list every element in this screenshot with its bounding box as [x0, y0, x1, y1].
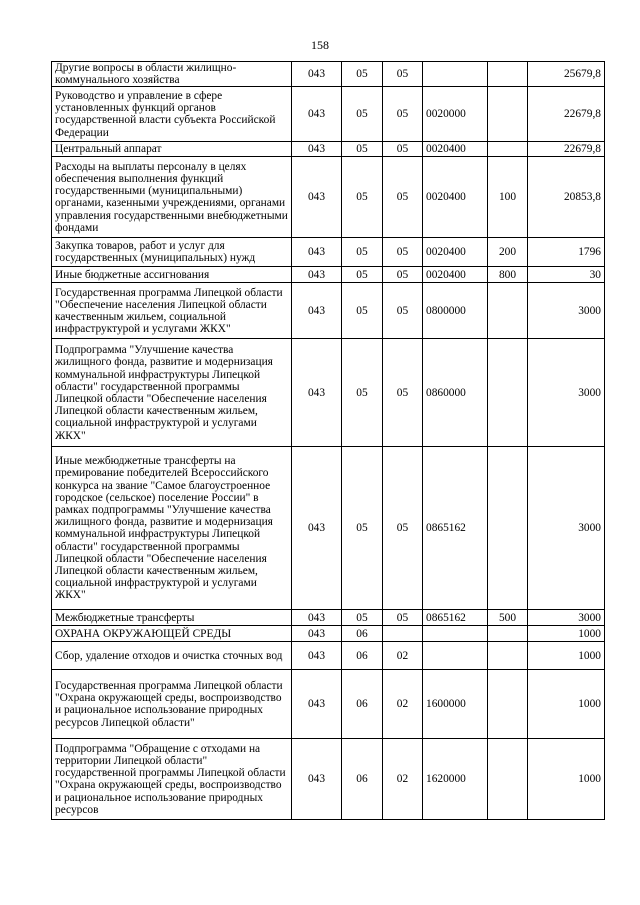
- amount: 1000: [528, 642, 605, 670]
- expense-kind: [488, 142, 528, 157]
- ministry-code: 043: [292, 62, 342, 87]
- subsection-code: 05: [383, 87, 423, 142]
- ministry-code: 043: [292, 642, 342, 670]
- amount: 20853,8: [528, 157, 605, 238]
- table-row: [52, 283, 605, 339]
- section-code: 05: [342, 157, 383, 238]
- section-code: 05: [342, 142, 383, 157]
- subsection-code: 05: [383, 238, 423, 267]
- amount: 1000: [528, 670, 605, 739]
- ministry-code: 043: [292, 238, 342, 267]
- target-article: 0020400: [423, 157, 488, 238]
- table-row: [52, 739, 605, 820]
- amount: 3000: [528, 339, 605, 447]
- subsection-code: 05: [383, 62, 423, 87]
- target-article: [423, 62, 488, 87]
- expense-kind: [488, 62, 528, 87]
- target-article: 1600000: [423, 670, 488, 739]
- ministry-code: 043: [292, 283, 342, 339]
- row-name: Межбюджетные трансферты: [52, 610, 292, 626]
- amount: 22679,8: [528, 87, 605, 142]
- ministry-code: 043: [292, 670, 342, 739]
- subsection-code: 02: [383, 739, 423, 820]
- target-article: 0020000: [423, 87, 488, 142]
- subsection-code: 05: [383, 283, 423, 339]
- expense-kind: [488, 642, 528, 670]
- expense-kind: [488, 626, 528, 642]
- ministry-code: 043: [292, 339, 342, 447]
- subsection-code: 05: [383, 339, 423, 447]
- expense-kind: [488, 87, 528, 142]
- table-row: [52, 267, 605, 283]
- section-code: 05: [342, 283, 383, 339]
- section-code: 05: [342, 610, 383, 626]
- target-article: 0800000: [423, 283, 488, 339]
- ministry-code: 043: [292, 157, 342, 238]
- ministry-code: 043: [292, 142, 342, 157]
- amount: 1796: [528, 238, 605, 267]
- row-name: Государственная программа Липецкой области "Охрана окружающей среды, воспроизводство и рациональное использование природных ресурсов Липецкой области": [52, 670, 292, 739]
- section-code: 06: [342, 739, 383, 820]
- table-row: [52, 339, 605, 447]
- row-name: Руководство и управление в сфере установленных функций органов государственной власти субъекта Российской Федерации: [52, 87, 292, 142]
- table-row: [52, 238, 605, 267]
- target-article: 1620000: [423, 739, 488, 820]
- row-name: Сбор, удаление отходов и очистка сточных вод: [52, 642, 292, 670]
- table-row: [52, 610, 605, 626]
- expense-kind: 500: [488, 610, 528, 626]
- row-name: ОХРАНА ОКРУЖАЮЩЕЙ СРЕДЫ: [52, 626, 292, 642]
- table-row: [52, 670, 605, 739]
- row-name: Расходы на выплаты персоналу в целях обеспечения выполнения функций государственными (муниципальными) органами, казенными учреждениями, органами управления государственными внебюджетными фондами: [52, 157, 292, 238]
- amount: 30: [528, 267, 605, 283]
- table-row: [52, 142, 605, 157]
- expense-kind: [488, 447, 528, 610]
- section-code: 05: [342, 447, 383, 610]
- subsection-code: [383, 626, 423, 642]
- subsection-code: 05: [383, 267, 423, 283]
- subsection-code: 05: [383, 610, 423, 626]
- row-name: Подпрограмма "Обращение с отходами на территории Липецкой области" государственной программы Липецкой области "Охрана окружающей среды, воспроизводство и рациональное использование природных ресурсов: [52, 739, 292, 820]
- section-code: 05: [342, 339, 383, 447]
- amount: 1000: [528, 739, 605, 820]
- table-row: [52, 642, 605, 670]
- target-article: 0865162: [423, 610, 488, 626]
- section-code: 06: [342, 626, 383, 642]
- target-article: 0860000: [423, 339, 488, 447]
- expense-kind: [488, 670, 528, 739]
- amount: 3000: [528, 283, 605, 339]
- amount: 3000: [528, 610, 605, 626]
- ministry-code: 043: [292, 447, 342, 610]
- section-code: 05: [342, 87, 383, 142]
- expense-kind: [488, 739, 528, 820]
- row-name: Закупка товаров, работ и услуг для государственных (муниципальных) нужд: [52, 238, 292, 267]
- section-code: 06: [342, 642, 383, 670]
- page-number: 158: [311, 38, 329, 52]
- target-article: 0020400: [423, 238, 488, 267]
- table-row: [52, 626, 605, 642]
- subsection-code: 05: [383, 142, 423, 157]
- row-name: Подпрограмма "Улучшение качества жилищного фонда, развитие и модернизация коммунальной инфраструктуры Липецкой области" государственной программы Липецкой области "Обеспечение населения Липецкой области качественным жильем, социальной инфраструктурой и услугами ЖКХ": [52, 339, 292, 447]
- ministry-code: 043: [292, 87, 342, 142]
- section-code: 05: [342, 267, 383, 283]
- expense-kind: 800: [488, 267, 528, 283]
- ministry-code: 043: [292, 739, 342, 820]
- ministry-code: 043: [292, 267, 342, 283]
- row-name: Иные бюджетные ассигнования: [52, 267, 292, 283]
- target-article: [423, 626, 488, 642]
- amount: 22679,8: [528, 142, 605, 157]
- table-row: [52, 157, 605, 238]
- row-name: Центральный аппарат: [52, 142, 292, 157]
- amount: 3000: [528, 447, 605, 610]
- section-code: 05: [342, 238, 383, 267]
- amount: 25679,8: [528, 62, 605, 87]
- row-name: Иные межбюджетные трансферты на премирование победителей Всероссийского конкурса на звание "Самое благоустроенное городское (сельское) поселение России" в рамках подпрограммы "Улучшение качества жилищного фонда, развитие и модернизация коммунальной инфраструктуры Липецкой области" государственной программы Липецкой области "Обеспечение населения Липецкой области качественным жильем, социальной инфраструктурой и услугами ЖКХ": [52, 447, 292, 610]
- table-row: [52, 87, 605, 142]
- expense-kind: [488, 283, 528, 339]
- section-code: 06: [342, 670, 383, 739]
- subsection-code: 02: [383, 670, 423, 739]
- ministry-code: 043: [292, 610, 342, 626]
- target-article: [423, 642, 488, 670]
- subsection-code: 05: [383, 447, 423, 610]
- target-article: 0020400: [423, 267, 488, 283]
- subsection-code: 05: [383, 157, 423, 238]
- table-row: [52, 447, 605, 610]
- expense-kind: [488, 339, 528, 447]
- target-article: 0020400: [423, 142, 488, 157]
- row-name: Государственная программа Липецкой области "Обеспечение населения Липецкой области качественным жильем, социальной инфраструктурой и услугами ЖКХ": [52, 283, 292, 339]
- table-row: [52, 62, 605, 87]
- expense-kind: 200: [488, 238, 528, 267]
- subsection-code: 02: [383, 642, 423, 670]
- amount: 1000: [528, 626, 605, 642]
- section-code: 05: [342, 62, 383, 87]
- row-name: Другие вопросы в области жилищно-коммунального хозяйства: [52, 62, 292, 87]
- target-article: 0865162: [423, 447, 488, 610]
- expense-kind: 100: [488, 157, 528, 238]
- budget-table: [51, 61, 605, 820]
- ministry-code: 043: [292, 626, 342, 642]
